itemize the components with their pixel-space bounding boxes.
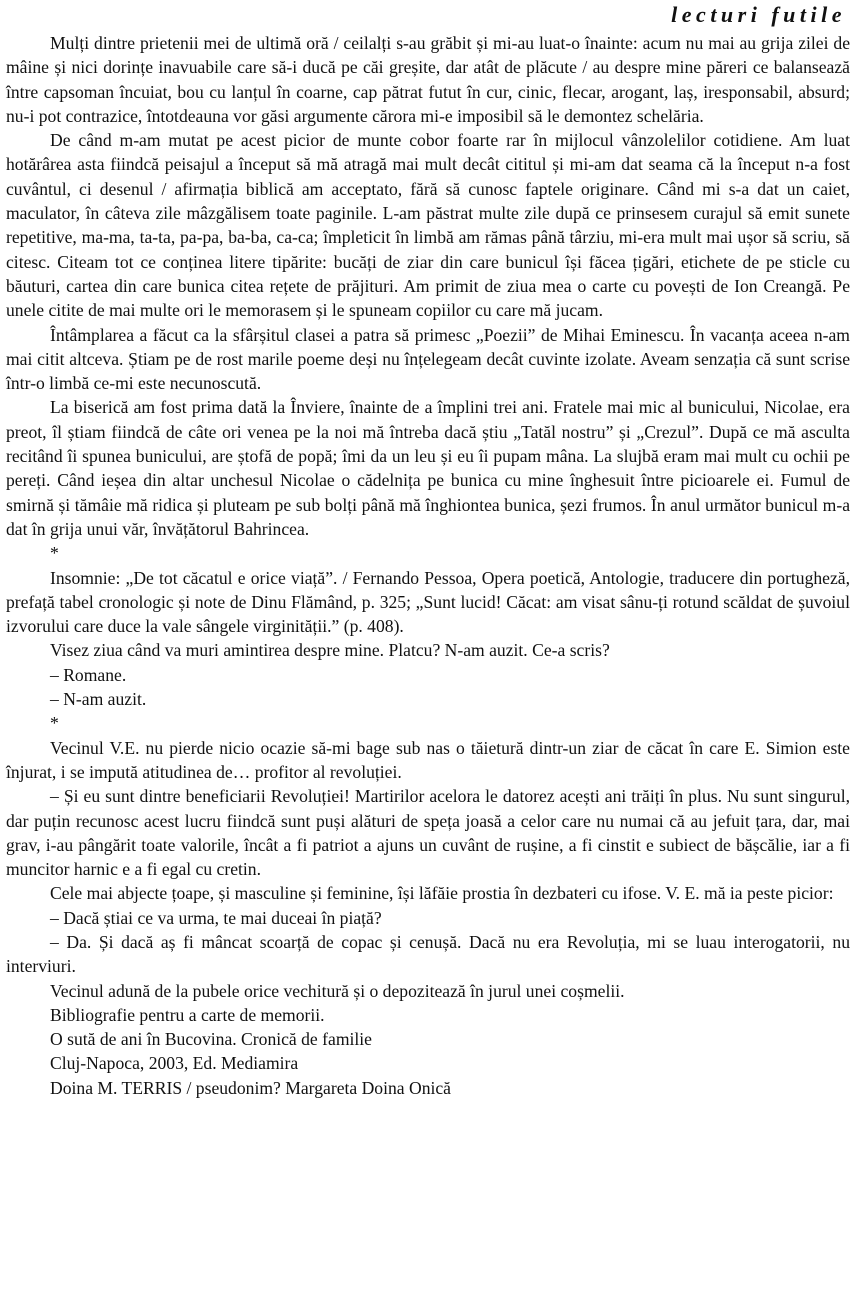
paragraph: – Și eu sunt dintre beneficiarii Revoluției! Martirilor acelora le datorez acești ani trăiți în plus. Nu sunt singurul, dar puțin recunosc acest lucru fiindcă sunt puși alături de speța joasă a celor care nu numai că au jefuit țara, dar, mai grav, i-au pângărit toate valorile, încât a fi patriot a ajuns un cuvânt de rușine, a fi cinstit e subiect de bășcălie, iar a fi muncitor harnic e a fi egal cu cretin. [6, 786, 850, 880]
page [6, 0, 850, 1311]
paragraph: La biserică am fost prima dată la Înviere, înainte de a împlini trei ani. Fratele mai mic al bunicului, Nicolae, era preot, îl știam fiindcă de câte ori venea pe la noi mă întreba dacă știu „Tatăl nostru” și „Crezul”. După ce mă asculta recitând îi spunea bunicului, are ștofă de popă; îmi da un leu și eu îi pupam mâna. La slujbă eram mai mult cu ochii pe pereți. Când ieșea din altar unchesul Nicolae o cădelnița pe bunica cu mine înghesuit între picioarele ei. Fumul de smirnă și tămâie mă ridica și pluteam pe sub bolți până mă înghiontea bunica, șezi frumos. În anul următor bunicul m-a dat în grija unui văr, învățătorul Bahrincea. [6, 397, 850, 539]
dialogue-line: – Da. Și dacă aș fi mâncat scoarță de copac și cenușă. Dacă nu era Revoluția, mi se luau interogatorii, nu interviuri. [6, 931, 850, 977]
bibliography-line: O sută de ani în Bucovina. Cronică de familie [50, 1029, 372, 1050]
paragraph: Vecinul adună de la pubele orice vechitură și o depozitează în jurul unei coșmelii. [50, 980, 625, 1001]
running-header: lecturi futile [671, 2, 846, 27]
body-text [6, 31, 850, 1100]
section-separator: * [50, 543, 59, 564]
paragraph: Visez ziua când va muri amintirea despre mine. Platcu? N-am auzit. Ce-a scris? [50, 640, 610, 661]
dialogue-line: – N-am auzit. [50, 689, 147, 710]
paragraph: Vecinul V.E. nu pierde nicio ocazie să-mi bage sub nas o tăietură dintr-un ziar de căcat în care E. Simion este înjurat, i se impută atitudinea de… profitor al revoluției. [6, 737, 850, 782]
bibliography-line: Doina M. TERRIS / pseudonim? Margareta Doina Onică [50, 1077, 451, 1098]
bibliography-line: Bibliografie pentru a carte de memorii. [50, 1004, 325, 1025]
paragraph: Insomnie: „De tot căcatul e orice viață”. / Fernando Pessoa, Opera poetică, Antologie, traducere din portugheză, prefață tabel cronologic și note de Dinu Flămând, p. 325; „Sunt lucid! Căcat: am visat sânu-ți rotund scăldat de șuvoiul izvorului care duce la vale sângele virginității.” (p. 408). [6, 567, 850, 637]
dialogue-line: – Dacă știai ce va urma, te mai duceai în piață? [50, 907, 382, 928]
paragraph: Mulți dintre prietenii mei de ultimă oră / ceilalți s-au grăbit și mi-au luat-o înainte: acum nu mai au grija zilei de mâine și nici dorințe inavuabile care să-i ducă pe căi greșite, dar atât de plăcute / au despre mine păreri ce balansează între capsoman încuiat, bou cu lanțul în coarne, cap pătrat futut în cur, cinic, flecar, arogant, laș, iresponsabil, absurd; nu-i pot contrazice, întotdeauna vor găsi argumente cărora mi-e imposibil să le demontez schelăria. [6, 33, 850, 126]
dialogue-line: – Romane. [50, 664, 127, 685]
paragraph: Cele mai abjecte țoape, și masculine și feminine, își lăfăie prostia în dezbateri cu ifose. V. E. mă ia peste picior: [50, 883, 834, 904]
section-separator: * [50, 713, 59, 734]
bibliography-line: Cluj-Napoca, 2003, Ed. Mediamira [50, 1053, 299, 1074]
paragraph: De când m-am mutat pe acest picior de munte cobor foarte rar în mijlocul vânzolelilor cotidiene. Am luat hotărârea asta fiindcă peisajul a început să mă atragă mai mult decât cititul și mi-am dat seama că la început n-a fost cuvântul, ci desenul / afirmația biblică am acceptato, fără să cunosc faptele originare. Când mi s-a dat un caiet, maculator, în câteva zile mâzgălisem toate paginile. L-am păstrat multe zile după ce prinsesem curajul să emit sunete repetitive, ma-ma, ta-ta, pa-pa, ba-ba, ca-ca; împleticit în limbă am rămas până târziu, mi-era mult mai ușor să scriu, să citesc. Citeam tot ce conținea litere tipărite: bucăți de ziar din care bunicul își făcea țigări, etichete de pe sticle cu băuturi, cartea din care bunica citea rețete de prăjituri. Am primit de ziua mea o carte cu povești de Ion Creangă. Pe unele citite de mai multe ori le memorasem și le spuneam copiilor cu care mă jucam. [6, 130, 850, 321]
paragraph: Întâmplarea a făcut ca la sfârșitul clasei a patra să primesc „Poezii” de Mihai Eminescu. În vacanța aceea n-am mai citit altceva. Știam pe de rost marile poeme deși nu înțelegeam decât cuvinte izolate. Aveam senzația că sunt scrise într-o limbă ce-mi este necunoscută. [6, 324, 850, 394]
